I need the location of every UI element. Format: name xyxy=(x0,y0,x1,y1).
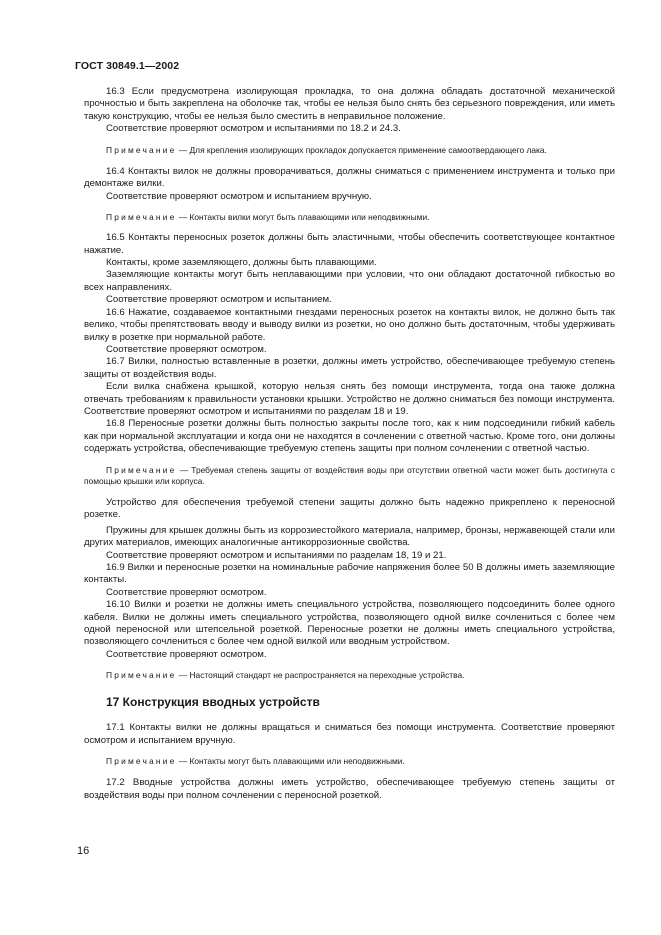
paragraph-17-2: 17.2 Вводные устройства должны иметь устройство, обеспечивающее требуемую степень защиты от воздействия воды при полном сочленении с переносной розеткой. xyxy=(84,777,615,801)
paragraph-16-8: 16.8 Переносные розетки должны быть полностью закрыты после того, как к ним подсоединили гибкий кабель как при нормальной эксплуатации и когда они не находятся в сочленении с ответной частью. Кроме того, они должны содержать устройства, обеспечивающие требуемую степень защиты при полном сочленении с ответной частью. xyxy=(84,418,615,455)
document-header: ГОСТ 30849.1—2002 xyxy=(75,60,180,72)
paragraph-17-1: 17.1 Контакты вилки не должны вращаться и сниматься без помощи инструмента. Соответствие проверяют осмотром и испытанием вручную. xyxy=(84,722,615,746)
note-label: Примечание xyxy=(106,756,177,767)
paragraph: Соответствие проверяют осмотром. xyxy=(106,343,267,355)
note-label: Примечание xyxy=(106,144,177,155)
section-heading-17: 17 Конструкция вводных устройств xyxy=(106,695,320,710)
paragraph: Контакты, кроме заземляющего, должны быть плавающими. xyxy=(106,257,377,269)
note-text: — Контакты могут быть плавающими или неподвижными. xyxy=(176,756,405,767)
paragraph-16-9: 16.9 Вилки и переносные розетки на номинальные рабочие напряжения более 50 В должны иметь заземляющие контакты. xyxy=(84,562,615,586)
paragraph-16-4: 16.4 Контакты вилок не должны проворачиваться, должны сниматься с применением инструмента и только при демонтаже вилки. xyxy=(84,165,615,190)
note-text: — Контакты вилки могут быть плавающими или неподвижными. xyxy=(176,212,430,223)
note-label: Примечание xyxy=(106,212,177,223)
paragraph: Соответствие проверяют осмотром. xyxy=(106,586,267,598)
note-text: — Требуемая степень защиты от воздействия воды при отсутствии ответной части может быть достигнута с помощью крышки или корпуса. xyxy=(84,464,615,486)
paragraph: Соответствие проверяют осмотром. xyxy=(106,648,267,660)
paragraph-16-10: 16.10 Вилки и розетки не должны иметь специального устройства, позволяющего подсоединить более одного кабеля. Вилки не должны иметь специального устройства, позволяющего одной вилке сочлениться с более чем одной переносной или штепсельной розеткой. Переносные розетки не должны иметь специального устройства, позволяющего сочлениться с более чем одной вилкой или вводным устройством. xyxy=(84,599,615,648)
note-text: — Настоящий стандарт не распространяется на переходные устройства. xyxy=(176,670,465,681)
note-16-8 xyxy=(84,465,615,487)
paragraph-16-3: 16.3 Если предусмотрена изолирующая прокладка, то она должна обладать достаточной механической прочностью и быть закреплена на оболочке так, чтобы ее нельзя было снять без серьезного повреждения, или иметь такую конструкцию, чтобы ее нельзя было сместить в неправильное положение. xyxy=(84,86,615,122)
paragraph: Соответствие проверяют осмотром и испытаниями по 18.2 и 24.3. xyxy=(106,123,401,135)
paragraph-16-5: 16.5 Контакты переносных розеток должны быть эластичными, чтобы обеспечить соответствующее контактное нажатие. xyxy=(84,232,615,256)
paragraph: Соответствие проверяют осмотром и испытанием вручную. xyxy=(106,190,372,202)
note-16-3 xyxy=(84,145,615,156)
paragraph: Пружины для крышек должны быть из коррозиестойкого материала, например, бронзы, нержавеющей стали или других материалов, имеющих аналогичные антикоррозионные свойства. xyxy=(84,524,615,549)
note-16-10 xyxy=(84,670,615,681)
paragraph: Заземляющие контакты могут быть неплавающими при условии, что они обладают достаточной гибкостью во всех направлениях. xyxy=(84,269,615,293)
note-label: Примечание xyxy=(106,464,177,475)
note-17-1 xyxy=(84,756,615,767)
paragraph-16-7: 16.7 Вилки, полностью вставленные в розетки, должны иметь устройство, обеспечивающее требуемую степень защиты от воздействия воды. xyxy=(84,356,615,380)
paragraph: Если вилка снабжена крышкой, которую нельзя снять без помощи инструмента, тогда она также должна отвечать требованиям к правильности установки крышки. Устройство не должно сниматься без помощи инструмента. Соответствие проверяют осмотром и испытаниями по разделам 18 и 19. xyxy=(84,381,615,417)
paragraph: Соответствие проверяют осмотром и испытанием. xyxy=(106,294,332,306)
document-body xyxy=(84,86,615,802)
page-number: 16 xyxy=(77,845,90,857)
note-label: Примечание xyxy=(106,670,177,681)
note-text: — Для крепления изолирующих прокладок допускается применение самоотвердающего лака. xyxy=(176,144,547,155)
paragraph: Соответствие проверяют осмотром и испытаниями по разделам 18, 19 и 21. xyxy=(106,549,447,561)
paragraph: Устройство для обеспечения требуемой степени защиты должно быть надежно прикреплено к переносной розетке. xyxy=(84,496,615,521)
paragraph-16-6: 16.6 Нажатие, создаваемое контактными гнездами переносных розеток на контакты вилок, не должно быть так велико, чтобы препятствовать вводу и выводу вилки из розетки, но оно должно быть достаточным, чтобы удерживать вилку в розетке при нормальной работе. xyxy=(84,306,615,343)
note-16-4 xyxy=(84,212,615,223)
